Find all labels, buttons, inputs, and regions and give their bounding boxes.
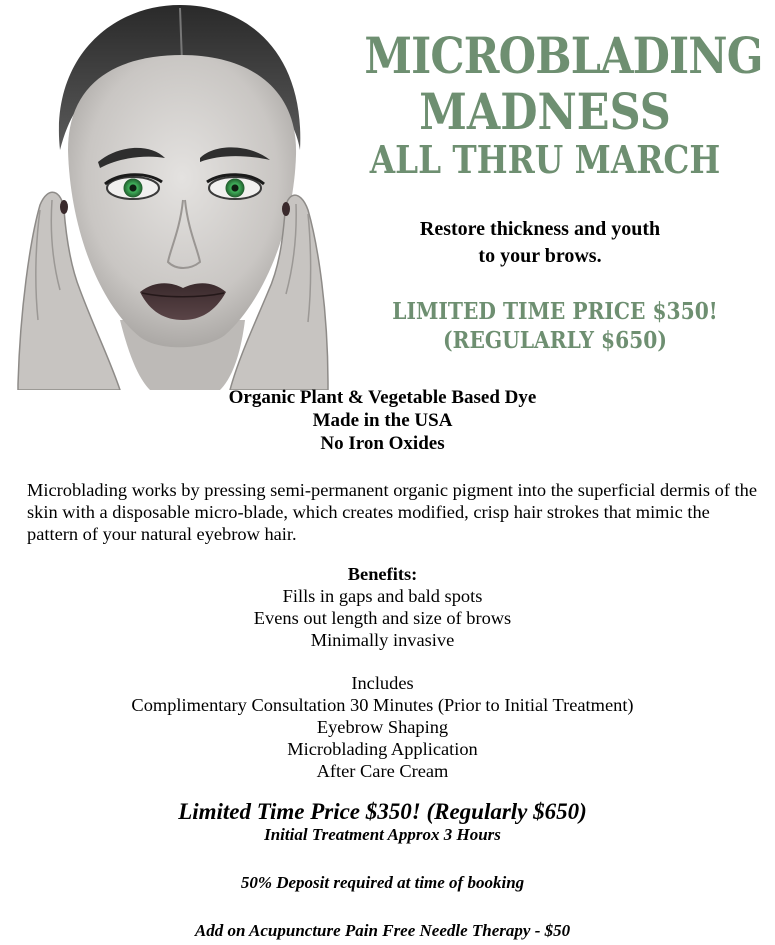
offer-section	[0, 798, 765, 845]
tagline	[360, 216, 720, 270]
includes-heading: Includes	[351, 673, 414, 693]
tagline-line-2: to your brows.	[478, 245, 602, 267]
feature-item: No Iron Oxides	[320, 433, 445, 454]
headline-line-1: MICROBLADING	[364, 26, 763, 85]
benefit-item: Fills in gaps and bald spots	[282, 586, 483, 606]
promo-headline	[335, 26, 763, 182]
benefit-item: Minimally invasive	[310, 630, 455, 650]
price-callout-line-2: (REGULARLY $650)	[443, 327, 667, 354]
hero-portrait-image	[0, 0, 345, 390]
addon-offer: Add on Acupuncture Pain Free Needle Therapy - $50	[194, 921, 571, 940]
benefits-section	[0, 563, 765, 651]
headline-line-2: MADNESS	[419, 82, 671, 141]
includes-item: Microblading Application	[287, 739, 478, 759]
price-callout	[345, 297, 765, 355]
product-features	[0, 386, 765, 455]
benefits-heading: Benefits:	[347, 564, 418, 584]
deposit-note: 50% Deposit required at time of booking	[240, 873, 525, 892]
includes-item: Complimentary Consultation 30 Minutes (Prior to Initial Treatment)	[131, 695, 634, 715]
feature-item: Organic Plant & Vegetable Based Dye	[228, 387, 537, 408]
feature-item: Made in the USA	[312, 410, 453, 431]
offer-price: Limited Time Price $350! (Regularly $650)	[178, 799, 587, 824]
price-callout-line-1: LIMITED TIME PRICE $350!	[392, 298, 718, 325]
service-description: Microblading works by pressing semi-permanent organic pigment into the superficial dermis of the skin with a disposable micro-blade, which creates modified, crisp hair strokes that mimic the pattern of your natural eyebrow hair.	[27, 480, 758, 544]
includes-item: Eyebrow Shaping	[316, 717, 449, 737]
includes-item: After Care Cream	[316, 761, 449, 781]
headline-line-3: ALL THRU MARCH	[369, 137, 721, 182]
treatment-duration: Initial Treatment Approx 3 Hours	[264, 825, 501, 844]
tagline-line-1: Restore thickness and youth	[419, 218, 661, 240]
benefit-item: Evens out length and size of brows	[253, 608, 512, 628]
includes-section	[0, 672, 765, 782]
